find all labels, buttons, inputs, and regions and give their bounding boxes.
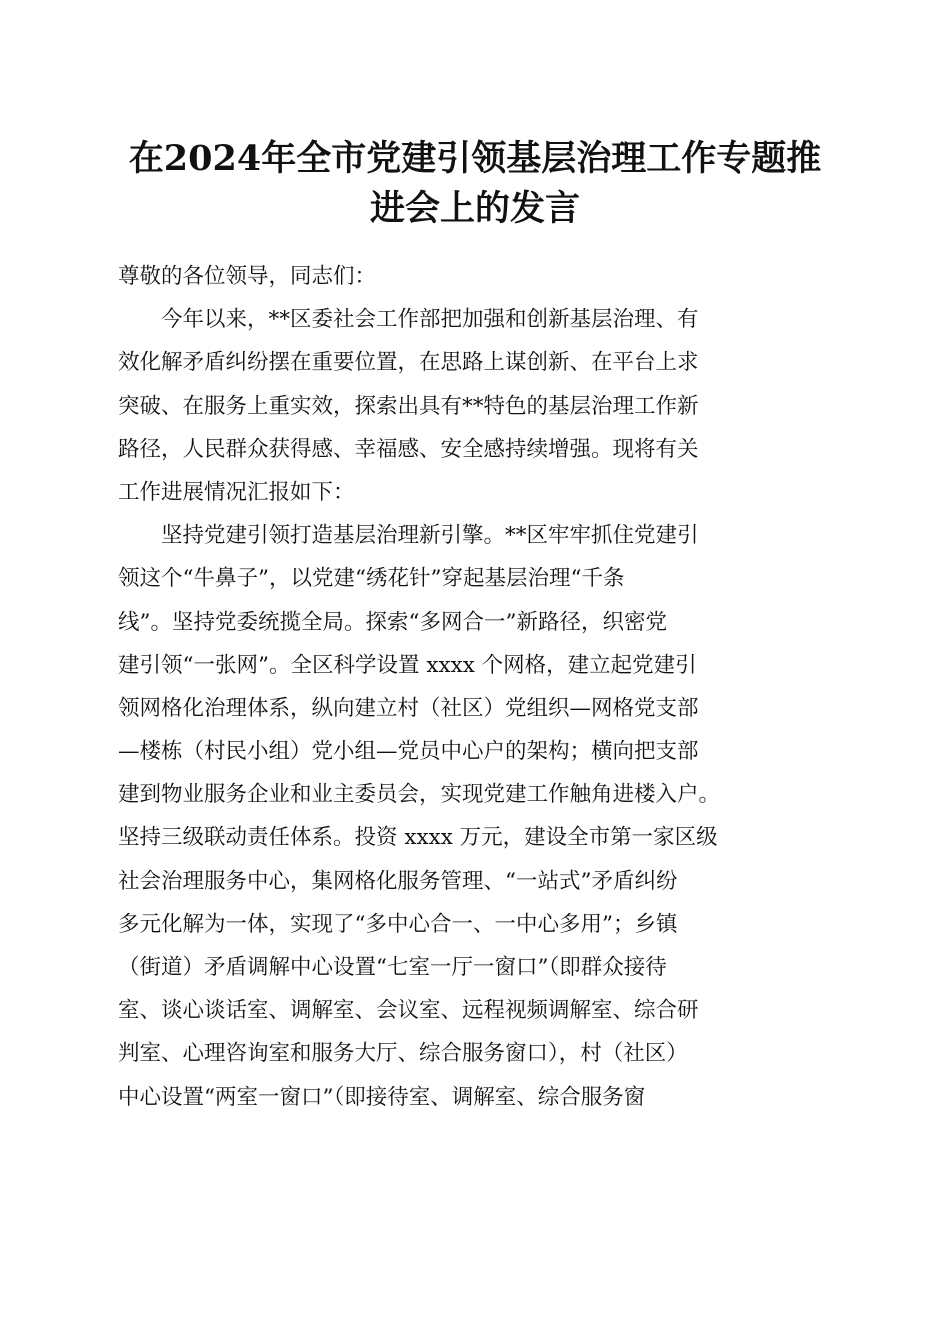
body-line: 社会治理服务中心，集网格化服务管理、“一站式”矛盾纠纷 [118,868,678,894]
body-line: 室、谈心谈话室、调解室、会议室、远程视频调解室、综合研 [118,998,699,1024]
body-line: 今年以来，**区委社会工作部把加强和创新基层治理、有 [118,307,699,333]
body-line: 建到物业服务企业和业主委员会，实现党建工作触角进楼入户。 [118,782,721,808]
title-line-2: 进会上的发言 [369,188,580,229]
body-line: 线”。坚持党委统揽全局。探索“多网合一”新路径，织密党 [118,609,667,635]
body-line: —楼栋（村民小组）党小组—党员中心户的架构；横向把支部 [118,739,699,765]
salutation: 尊敬的各位领导，同志们： [118,264,377,289]
body-line: 多元化解为一体，实现了“多中心合一、一中心多用”；乡镇 [118,911,678,937]
title-line-1: 在2024年全市党建引领基层治理工作专题推 [128,138,822,179]
body-line: 效化解矛盾纠纷摆在重要位置，在思路上谋创新、在平台上求 [118,350,699,376]
body-line: 路径，人民群众获得感、幸福感、安全感持续增强。现将有关 [118,436,699,462]
body-line: 突破、在服务上重实效，探索出具有**特色的基层治理工作新 [118,393,699,419]
body-line: 建引领“一张网”。全区科学设置 xxxx 个网格，建立起党建引 [118,652,697,678]
body-line: （街道）矛盾调解中心设置“七室一厅一窗口”（即群众接待 [118,955,667,980]
body-line: 坚持党建引领打造基层治理新引擎。**区牢牢抓住党建引 [118,523,699,549]
body-line: 领网格化治理体系，纵向建立村（社区）党组织—网格党支部 [118,695,699,721]
body-line: 中心设置“两室一窗口”（即接待室、调解室、综合服务窗 [118,1084,646,1110]
body-line: 判室、心理咨询室和服务大厅、综合服务窗口），村（社区） [118,1041,688,1067]
body-line: 领这个“牛鼻子”，以党建“绣花针”穿起基层治理“千条 [118,566,625,592]
document-body [118,255,830,1119]
document-title [110,134,840,234]
body-line: 坚持三级联动责任体系。投资 xxxx 万元，建设全市第一家区级 [118,825,718,851]
body-line: 工作进展情况汇报如下： [118,479,355,505]
